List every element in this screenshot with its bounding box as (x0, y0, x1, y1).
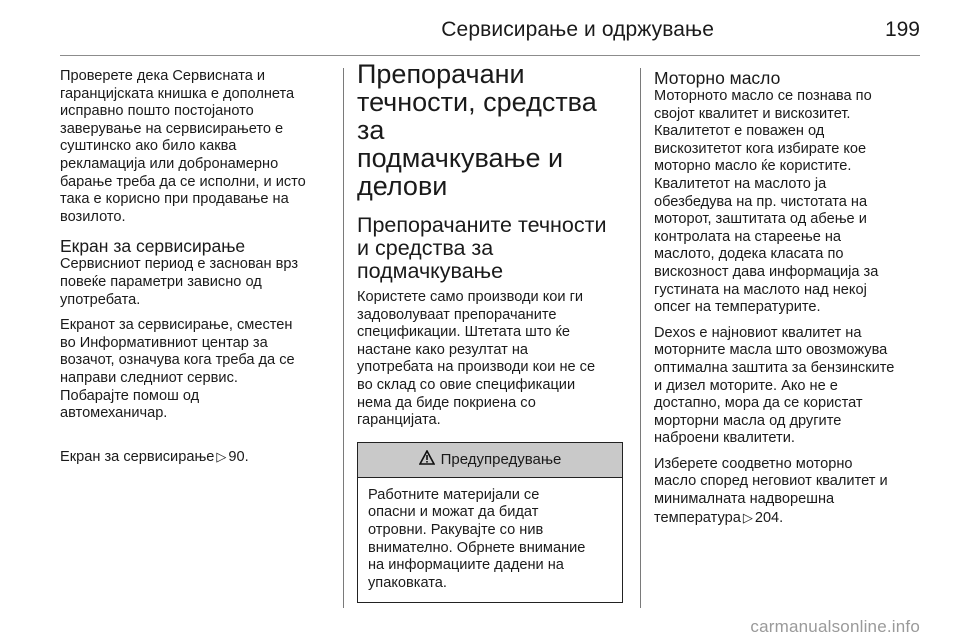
warning-body: Работните материјали се опасни и можат да бидат отровни. Ракувајте со нив внимателно. Обрнете внимание на информациите дадени на упаковката. (368, 486, 586, 591)
paragraph: Сервисниот период е заснован врз повеќе параметри зависно од употребата. (60, 256, 299, 308)
paragraph: Екранот за сервисирање, сместен во Информативниот центар за возачот, означува кога треба да се направи следниот сервис. Побарајте помош од автомеханичар. (60, 317, 295, 422)
intro-paragraph: Проверете дека Сервисната и гаранцијската книшка е дополнета исправно пошто постојаното заверување на сервисирањето е суштинско ако било каква рекламација или добронамерно барање треба да се исполни, и исто така е корисно при продавање на возилото. (60, 68, 306, 225)
reference-page[interactable]: 204. (754, 509, 784, 526)
paragraph: Користете само производи кои ги задоволуваат препорачаните спецификации. Штетата што ќе настане како резултат на употребата на производи кои не се во склад со овие спецификации нема да биде покриена со гаранцијата. (357, 289, 596, 429)
reference-page[interactable]: 90. (228, 449, 249, 466)
warning-box (357, 442, 623, 604)
cross-reference-paragraph[interactable] (654, 456, 926, 527)
middle-column (357, 59, 627, 603)
header-rule (60, 55, 920, 56)
reference-text: Изберете соодветно моторно масло според неговиот квалитет и минималната надворешна температура (654, 455, 888, 526)
warning-title: Предупредување (440, 450, 562, 468)
section-heading: Моторно масло (654, 68, 781, 88)
page-reference-icon: ▷ (742, 509, 753, 525)
column-separator (343, 68, 344, 608)
page-reference-icon: ▷ (216, 449, 227, 465)
warning-header (358, 443, 622, 478)
column-separator (640, 68, 641, 608)
watermark: carmanualsonline.info (750, 617, 920, 636)
right-column (654, 68, 926, 535)
warning-triangle-icon (419, 450, 435, 470)
left-column (60, 68, 328, 475)
main-heading: Препорачани течности, средства за подмачкување и делови (357, 59, 597, 201)
cross-reference[interactable] (60, 431, 328, 467)
section-heading: Екран за сервисирање (60, 236, 246, 257)
page-number: 199 (884, 18, 920, 41)
paragraph: Dexos е најновиот квалитет на моторните масла што овозможува оптимална заштита за бензинските и дизел моторите. Ако не е достапно, мора да се користат морторни масла од другите наброени квалитети. (654, 324, 895, 447)
sub-heading: Препорачаните течности и средства за подмачкување (357, 213, 607, 283)
page-header-title: Сервисирање и одржување (441, 18, 714, 41)
paragraph: Моторното масло се познава по својот квалитет и вискозитет. Квалитетот е поважен од вискозитетот кога избирате кое моторно масло ќе користите. Квалитетот на маслото ја обезбедува на пр. чистотата на моторот, заштитата од абење и контролата на стареење на маслото, додека класата по вискозност дава информација за густината на маслото над некој опсег на температурите. (654, 88, 879, 316)
reference-text: Екран за сервисирање (60, 449, 215, 466)
